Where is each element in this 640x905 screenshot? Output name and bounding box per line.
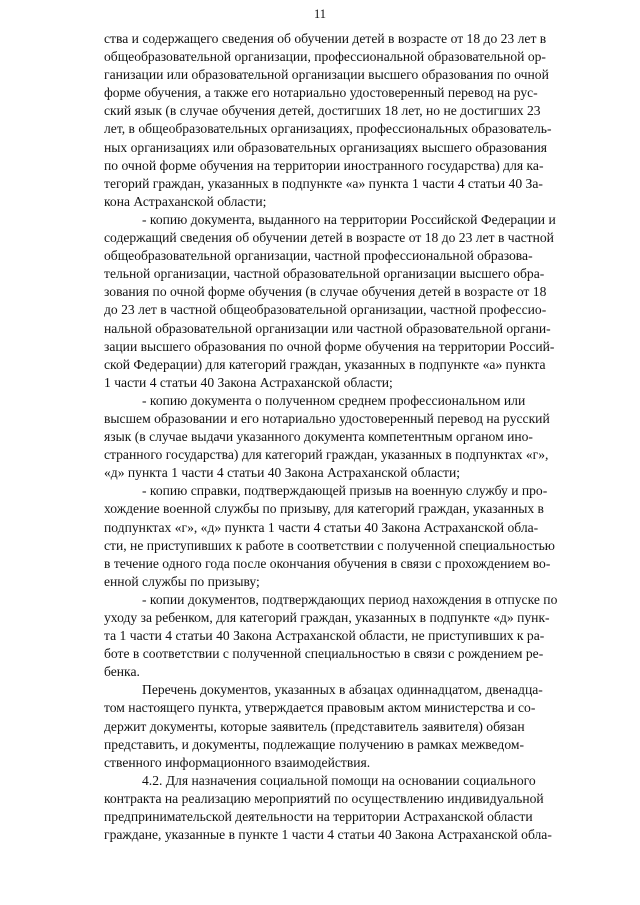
text-line: «д» пункта 1 части 4 статьи 40 Закона Астраханской области; xyxy=(104,465,461,481)
text-line: в течение одного года после окончания обучения в связи с прохождением во- xyxy=(104,555,551,571)
text-line: ской Федерации) для категорий граждан, указанных в подпункте «а» пункта xyxy=(104,356,546,372)
text-line: по очной форме обучения на территории иностранного государства) для ка- xyxy=(104,157,544,173)
text-line: ственного информационного взаимодействия. xyxy=(104,754,371,770)
text-line: ства и содержащего сведения об обучении детей в возрасте от 18 до 23 лет в xyxy=(104,31,547,46)
text-line: подпунктах «г», «д» пункта 1 части 4 статьи 40 Закона Астраханской обла- xyxy=(104,519,539,535)
text-line: зации высшего образования по очной форме обучения на территории Россий- xyxy=(104,338,555,354)
text-line: ский язык (в случае обучения детей, достигших 18 лет, но не достигших 23 xyxy=(104,103,541,119)
text-line: кона Астраханской области; xyxy=(104,193,267,209)
text-line: 4.2. Для назначения социальной помощи на основании социального xyxy=(142,772,536,788)
paragraph xyxy=(104,772,552,844)
text-line: держит документы, которые заявитель (представитель заявителя) обязан xyxy=(104,718,525,734)
text-line: та 1 части 4 статьи 40 Закона Астраханской области, не приступивших к ра- xyxy=(104,628,545,644)
text-line: бенка. xyxy=(104,664,140,680)
paragraph xyxy=(104,211,556,392)
paragraph xyxy=(104,482,555,591)
text-line: странного государства) для категорий граждан, указанных в подпунктах «г», xyxy=(104,447,549,463)
text-line: общеобразовательной организации, частной профессиональной образова- xyxy=(104,248,533,264)
text-line: тегорий граждан, указанных в подпункте «а» пункта 1 части 4 статьи 40 За- xyxy=(104,175,543,191)
text-line: граждане, указанные в пункте 1 части 4 статьи 40 Закона Астраханской обла- xyxy=(104,827,552,843)
text-line: контракта на реализацию мероприятий по осуществлению индивидуальной xyxy=(104,790,544,806)
text-line: представить, и документы, подлежащие получению в рамках межведом- xyxy=(104,736,524,752)
paragraph xyxy=(104,681,543,771)
text-line: - копию документа о полученном среднем профессиональном или xyxy=(142,392,526,408)
text-line: 1 части 4 статьи 40 Закона Астраханской области; xyxy=(104,374,393,390)
paragraph xyxy=(104,591,558,681)
text-line: лет, в общеобразовательных организациях, профессиональных образователь- xyxy=(104,121,552,137)
text-line: хождение военной службы по призыву, для категорий граждан, указанных в xyxy=(104,501,544,517)
page-number: 11 xyxy=(313,7,327,21)
text-line: уходу за ребенком, для категорий граждан, указанных в подпункте «д» пунк- xyxy=(104,610,550,625)
text-line: высшем образовании и его нотариально удостоверенный перевод на русский xyxy=(104,410,550,426)
text-line: тельной организации, частной образовательной организации высшего обра- xyxy=(104,266,545,282)
text-line: общеобразовательной организации, профессиональной образовательной ор- xyxy=(104,49,546,65)
text-line: Перечень документов, указанных в абзацах одиннадцатом, двенадца- xyxy=(142,682,543,698)
text-line: зования по очной форме обучения (в случае обучения детей в возрасте от 18 xyxy=(104,284,547,300)
text-line: язык (в случае выдачи указанного документа компетентным органом ино- xyxy=(104,429,533,445)
text-line: - копию справки, подтверждающей призыв на военную службу и про- xyxy=(142,483,548,499)
text-line: сти, не приступивших к работе в соответствии с полученной специальностью xyxy=(104,537,555,553)
paragraph xyxy=(104,392,550,482)
document-text xyxy=(104,30,558,844)
text-line: нальной образовательной организации или частной образовательной органи- xyxy=(104,320,551,336)
text-line: до 23 лет в частной общеобразовательной организации, частной профессио- xyxy=(104,302,547,318)
text-line: ганизации или образовательной организации высшего образования по очной xyxy=(104,67,549,83)
text-line: - копию документа, выданного на территории Российской Федерации и xyxy=(142,211,556,227)
text-line: ных организациях или образовательных организациях высшего образования xyxy=(104,139,547,155)
text-line: - копии документов, подтверждающих период нахождения в отпуске по xyxy=(142,591,558,607)
text-line: том настоящего пункта, утверждается правовым актом министерства и со- xyxy=(104,700,536,716)
text-line: енной службы по призыву; xyxy=(104,573,260,589)
text-line: содержащий сведения об обучении детей в возрасте от 18 до 23 лет в частной xyxy=(104,230,554,246)
text-line: боте в соответствии с полученной специальностью в связи с рождением ре- xyxy=(104,646,544,662)
text-line: предпринимательской деятельности на территории Астраханской области xyxy=(104,809,533,825)
paragraph xyxy=(104,30,552,211)
text-line: форме обучения, а также его нотариально удостоверенный перевод на рус- xyxy=(104,85,538,101)
